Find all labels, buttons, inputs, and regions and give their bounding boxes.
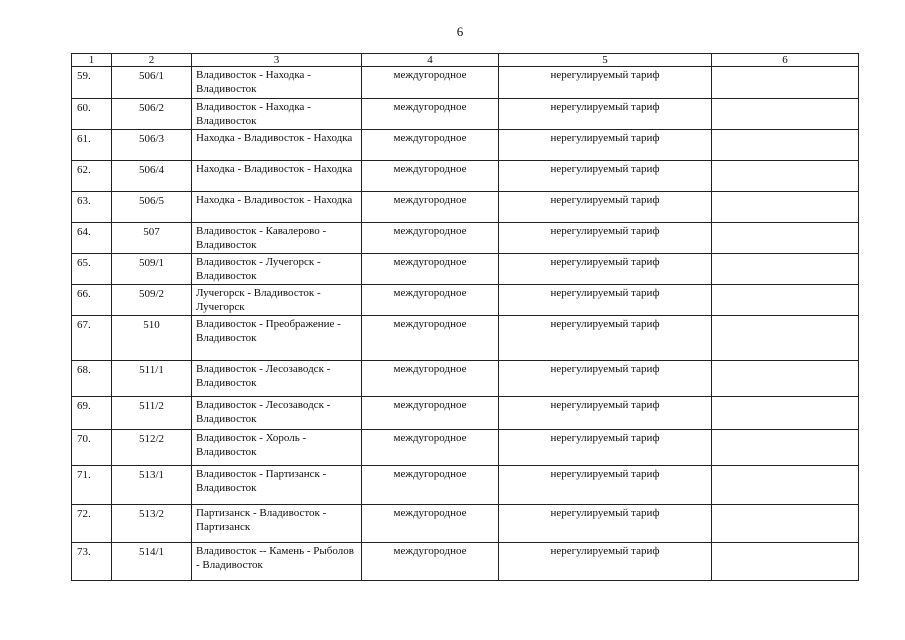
tariff-type: нерегулируемый тариф <box>499 505 712 543</box>
table-row <box>72 254 859 285</box>
route-path: Владивосток - Преображение - Владивосток <box>192 316 362 361</box>
route-path: Владивосток - Находка - Владивосток <box>192 99 362 130</box>
column-6-cell <box>712 67 859 99</box>
row-number: 61. <box>72 130 112 161</box>
table-row <box>72 99 859 130</box>
row-number: 59. <box>72 67 112 99</box>
column-6-cell <box>712 254 859 285</box>
route-path: Лучегорск - Владивосток - Лучегорск <box>192 285 362 316</box>
row-number: 71. <box>72 466 112 505</box>
row-number: 70. <box>72 430 112 466</box>
row-number: 60. <box>72 99 112 130</box>
route-type: междугородное <box>362 430 499 466</box>
route-path: Владивосток -- Камень - Рыболов - Владивосток <box>192 543 362 581</box>
route-type: междугородное <box>362 285 499 316</box>
page-number: 6 <box>456 24 464 39</box>
column-6-cell <box>712 543 859 581</box>
tariff-type: нерегулируемый тариф <box>499 397 712 430</box>
column-6-cell <box>712 505 859 543</box>
route-path: Партизанск - Владивосток - Партизанск <box>192 505 362 543</box>
tariff-type: нерегулируемый тариф <box>499 254 712 285</box>
column-header-4: 4 <box>362 54 499 67</box>
route-number: 513/2 <box>112 505 192 543</box>
route-number: 509/1 <box>112 254 192 285</box>
route-type: междугородное <box>362 397 499 430</box>
row-number: 63. <box>72 192 112 223</box>
tariff-type: нерегулируемый тариф <box>499 192 712 223</box>
table-row <box>72 316 859 361</box>
tariff-type: нерегулируемый тариф <box>499 316 712 361</box>
row-number: 67. <box>72 316 112 361</box>
route-number: 510 <box>112 316 192 361</box>
route-path: Владивосток - Лесозаводск - Владивосток <box>192 397 362 430</box>
table-row <box>72 397 859 430</box>
route-number: 506/1 <box>112 67 192 99</box>
column-header-1: 1 <box>72 54 112 67</box>
route-number: 513/1 <box>112 466 192 505</box>
route-type: междугородное <box>362 543 499 581</box>
route-number: 506/3 <box>112 130 192 161</box>
column-6-cell <box>712 316 859 361</box>
route-type: междугородное <box>362 466 499 505</box>
table-row <box>72 466 859 505</box>
route-number: 506/2 <box>112 99 192 130</box>
column-6-cell <box>712 361 859 397</box>
tariff-type: нерегулируемый тариф <box>499 285 712 316</box>
tariff-type: нерегулируемый тариф <box>499 130 712 161</box>
row-number: 64. <box>72 223 112 254</box>
row-number: 73. <box>72 543 112 581</box>
table-row <box>72 285 859 316</box>
route-path: Владивосток - Партизанск - Владивосток <box>192 466 362 505</box>
route-path: Находка - Владивосток - Находка <box>192 192 362 223</box>
route-path: Находка - Владивосток - Находка <box>192 130 362 161</box>
route-number: 506/5 <box>112 192 192 223</box>
column-6-cell <box>712 99 859 130</box>
route-path: Владивосток - Лесозаводск - Владивосток <box>192 361 362 397</box>
row-number: 72. <box>72 505 112 543</box>
tariff-type: нерегулируемый тариф <box>499 466 712 505</box>
route-number: 514/1 <box>112 543 192 581</box>
route-type: междугородное <box>362 254 499 285</box>
column-6-cell <box>712 161 859 192</box>
row-number: 62. <box>72 161 112 192</box>
table-row <box>72 361 859 397</box>
row-number: 69. <box>72 397 112 430</box>
route-type: междугородное <box>362 192 499 223</box>
route-path: Находка - Владивосток - Находка <box>192 161 362 192</box>
route-type: междугородное <box>362 130 499 161</box>
route-path: Владивосток - Лучегорск - Владивосток <box>192 254 362 285</box>
route-type: междугородное <box>362 161 499 192</box>
route-type: междугородное <box>362 67 499 99</box>
route-number: 511/2 <box>112 397 192 430</box>
tariff-type: нерегулируемый тариф <box>499 361 712 397</box>
table-body <box>72 67 859 581</box>
header-row <box>72 54 859 67</box>
column-6-cell <box>712 130 859 161</box>
row-number: 65. <box>72 254 112 285</box>
column-6-cell <box>712 192 859 223</box>
route-path: Владивосток - Находка - Владивосток <box>192 67 362 99</box>
tariff-type: нерегулируемый тариф <box>499 67 712 99</box>
route-type: междугородное <box>362 316 499 361</box>
table-row <box>72 130 859 161</box>
column-6-cell <box>712 223 859 254</box>
route-type: междугородное <box>362 505 499 543</box>
tariff-type: нерегулируемый тариф <box>499 543 712 581</box>
route-path: Владивосток - Кавалерово - Владивосток <box>192 223 362 254</box>
column-6-cell <box>712 430 859 466</box>
table-row <box>72 192 859 223</box>
column-6-cell <box>712 285 859 316</box>
route-number: 509/2 <box>112 285 192 316</box>
tariff-type: нерегулируемый тариф <box>499 99 712 130</box>
column-header-2: 2 <box>112 54 192 67</box>
tariff-type: нерегулируемый тариф <box>499 161 712 192</box>
column-6-cell <box>712 397 859 430</box>
table-row <box>72 543 859 581</box>
column-header-3: 3 <box>192 54 362 67</box>
route-number: 507 <box>112 223 192 254</box>
route-type: междугородное <box>362 99 499 130</box>
tariff-type: нерегулируемый тариф <box>499 223 712 254</box>
column-header-5: 5 <box>499 54 712 67</box>
table-row <box>72 430 859 466</box>
table-header <box>72 54 859 67</box>
table-row <box>72 161 859 192</box>
routes-table <box>71 53 859 581</box>
table-row <box>72 223 859 254</box>
route-number: 506/4 <box>112 161 192 192</box>
route-number: 511/1 <box>112 361 192 397</box>
row-number: 68. <box>72 361 112 397</box>
column-6-cell <box>712 466 859 505</box>
tariff-type: нерегулируемый тариф <box>499 430 712 466</box>
route-type: междугородное <box>362 223 499 254</box>
route-path: Владивосток - Хороль - Владивосток <box>192 430 362 466</box>
route-number: 512/2 <box>112 430 192 466</box>
row-number: 66. <box>72 285 112 316</box>
column-header-6: 6 <box>712 54 859 67</box>
route-type: междугородное <box>362 361 499 397</box>
table-row <box>72 67 859 99</box>
table-row <box>72 505 859 543</box>
